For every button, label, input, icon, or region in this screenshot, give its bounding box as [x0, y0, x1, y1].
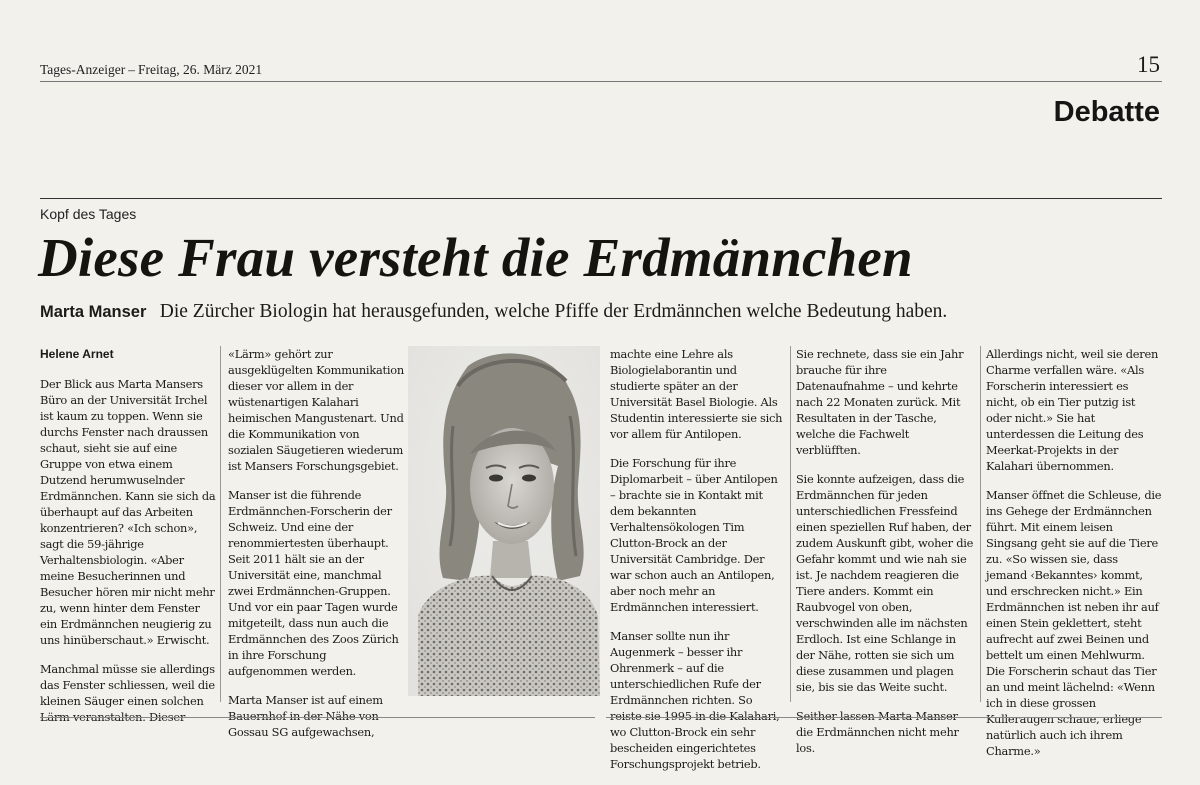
column-1	[40, 346, 217, 738]
paragraph: Manser öffnet die Schleuse, die ins Gehege der Erdmännchen führt. Mit einem leisen Singsang geht sie auf die Tiere zu. «So wissen sie, dass jemand ‹Bekanntes› kommt, und erschrecken nicht.» Ein Erdmännchen ist neben ihr auf einen Stein geklettert, steht aufrecht auf zwei Beinen und bettelt um einen Mehlwurm. Die Forscherin schaut das Tier an und meint lächelnd: «Wenn ich in diese grossen Kulleraugen schaue, erliege natürlich auch ich ihrem Charme.»	[986, 488, 1162, 758]
paragraph: Sie rechnete, dass sie ein Jahr brauche für ihre Datenaufnahme – und kehrte nach 22 Monaten zurück. Mit Resultaten in der Tasche, welche die Fachwelt verblüfften.	[796, 347, 964, 457]
paragraph: Sie konnte aufzeigen, dass die Erdmännchen für jeden unterschiedlichen Fressfeind einen speziellen Ruf haben, der zudem Auskunft gibt, woher die Gefahr kommt und wie nah sie ist. Je nachdem reagieren die Tiere anders. Kommt ein Raubvogel von oben, verschwinden alle im nächsten Erdloch. Ist eine Schlange in der Nähe, rotten sie sich um diese zusammen und plagen sie, bis sie das Weite sucht.	[796, 472, 974, 694]
column-5	[986, 346, 1162, 772]
paragraph: Die Forschung für ihre Diplomarbeit – über Antilopen – brachte sie in Kontakt mit dem bekannten Verhaltensökologen Tim Clutton-Brock an der Universität Cambridge. Der war schon auch an Antilopen, aber noch mehr an Erdmännchen interessiert.	[610, 456, 778, 614]
column-2	[228, 346, 406, 753]
portrait-photo-graphic	[408, 346, 600, 696]
kicker: Kopf des Tages	[40, 206, 137, 222]
headline: Diese Frau versteht die Erdmännchen	[38, 227, 913, 288]
portrait-photo	[408, 346, 600, 696]
paragraph: Allerdings nicht, weil sie deren Charme verfallen wäre. «Als Forscherin interessiert es nicht, ob ein Tier putzig ist oder nicht.» Sie hat unterdessen die Leitung des Meerkat-Projekts in der Kalahari übernommen.	[986, 347, 1159, 473]
page-number: 15	[1137, 52, 1160, 77]
masthead-separator: –	[128, 62, 136, 77]
masthead	[40, 62, 1162, 78]
column-rule	[790, 346, 791, 702]
masthead-paper: Tages-Anzeiger	[40, 62, 126, 77]
paragraph: «Lärm» gehört zur ausgeklügelten Kommunikation dieser vor allem in der wüstenartigen Kalahari heimischen Mangustenart. Und die Kommunikation von sozialen Säugetieren wiederum ist Mansers Forschungsgebiet.	[228, 347, 404, 473]
section-rule	[40, 198, 1162, 199]
paragraph: Manser sollte nun ihr Augenmerk – besser ihr Ohrenmerk – auf die unterschiedlichen Rufe der Erdmännchen richten. So reiste sie 1995 in die Kalahari, wo Clutton-Brock ein sehr bescheiden eingerichtetes Forschungsprojekt betrieb.	[610, 629, 780, 771]
masthead-date: Freitag, 26. März 2021	[138, 62, 263, 77]
paragraph: Seither lassen Marta Manser die Erdmännchen nicht mehr los.	[796, 709, 959, 755]
section-title: Debatte	[1053, 96, 1160, 128]
author: Helene Arnet	[40, 347, 114, 361]
masthead-rule	[40, 81, 1162, 82]
column-3	[610, 346, 786, 785]
lead	[40, 301, 947, 323]
column-4	[796, 346, 974, 769]
paragraph: Marta Manser ist auf einem Bauernhof in der Nähe von Gossau SG aufgewachsen,	[228, 693, 383, 739]
paragraph: Manser ist die führende Erdmännchen-Forscherin der Schweiz. Und eine der renommiertesten überhaupt. Seit 2011 hält sie an der Universität eine, manchmal zwei Erdmännchen-Gruppen. Und vor ein paar Tagen wurde mitgeteilt, dass nun auch die Erdmännchen des Zoos Zürich in ihre Forschung aufgenommen werden.	[228, 488, 399, 678]
lead-text: Die Zürcher Biologin hat herausgefunden, welche Pfiffe der Erdmännchen welche Bedeutung haben.	[159, 301, 948, 322]
footer-rule	[40, 717, 595, 718]
column-rule	[220, 346, 221, 702]
lead-name: Marta Manser	[40, 303, 147, 321]
paragraph: Der Blick aus Marta Mansers Büro an der Universität Irchel ist kaum zu toppen. Wenn sie durchs Fenster nach draussen schaut, sieht sie auf eine Gruppe von etwa einem Dutzend herumwuselnder Erdmännchen. Kann sie sich da überhaupt auf das Arbeiten konzentrieren? «Ich schon», sagt die 59-jährige Verhaltensbiologin. «Aber meine Besucherinnen und Besucher hören mir nicht mehr zu, wenn hinter dem Fenster ein Erdmännchen neugierig zu uns hinüberschaut.» Erwischt.	[40, 377, 216, 647]
paragraph: machte eine Lehre als Biologielaborantin und studierte später an der Universität Basel Biologie. Als Studentin interessierte sie sich vor allem für Antilopen.	[610, 347, 783, 441]
column-rule	[980, 346, 981, 702]
paragraph: Manchmal müsse sie allerdings das Fenster schliessen, weil die kleinen Säuger einen solchen Lärm veranstalten. Dieser	[40, 662, 215, 724]
footer-rule	[606, 717, 1162, 718]
